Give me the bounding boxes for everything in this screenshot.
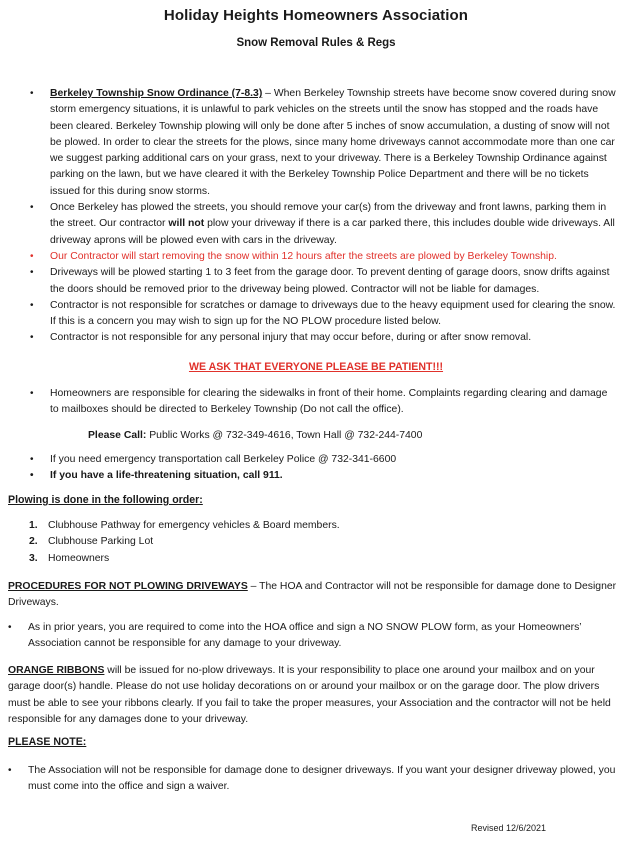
plow-order-number: 2. (29, 536, 38, 548)
please-note-section (28, 763, 616, 796)
please-call-label: Please Call: (88, 430, 147, 441)
revised-date: Revised 12/6/2021 (471, 823, 547, 833)
plow-order-item (29, 518, 608, 534)
rules-section (50, 86, 618, 347)
ordinance-label: Berkeley Township Snow Ordinance (7-8.3) (50, 88, 263, 99)
plow-order-number: 3. (29, 552, 38, 564)
bullet-life-threatening: • If you have a life-threatening situation, call 911. (50, 468, 612, 484)
procedures-bullet-section (28, 620, 616, 653)
bullet-sidewalks: • Homeowners are responsible for clearing the sidewalks in front of their home. Complaints regarding clearing and damage to mailboxes should be directed to Berkeley Township (Do not call the office). (50, 386, 612, 419)
procedures-text: – The HOA and Contractor will not be responsible for damage done to Designer Driveways. (8, 581, 617, 609)
bullet-emergency: • If you need emergency transportation call Berkeley Police @ 732-341-6600 (50, 452, 612, 468)
plowed-text-bold: will not (168, 218, 205, 230)
bullet-contractor-timing: • Our Contractor will start removing the snow within 12 hours after the streets are plowed by Berkeley Township. (50, 249, 618, 265)
plow-order-item (29, 551, 608, 567)
bullet-scratches: • Contractor is not responsible for scratches or damage to driveways due to the heavy equipment used for clearing the snow. If this is a concern you may wish to sign up for the NO PLOW procedure listed below. (50, 298, 618, 331)
bullet-ordinance (50, 86, 618, 200)
document-title: Holiday Heights Homeowners Association (163, 7, 469, 24)
ribbons-paragraph (8, 663, 620, 728)
plowed-text-b: plow your driveway if there is a car parked there, this includes double wide driveways. All driveway aprons will be plowed even with cars in the driveway. (50, 218, 615, 246)
bullet-designer-driveways: • The Association will not be responsible for damage done to designer driveways. If you want your designer driveway plowed, you must come into the office and sign a waiver. (28, 763, 616, 796)
bullet-no-snow-plow-form: • As in prior years, you are required to come into the HOA office and sign a NO SNOW PLOW form, as your Homeowners’ Association cannot be responsible for any damage to your driveway. (28, 620, 616, 653)
please-note-heading: PLEASE NOTE: (8, 736, 87, 748)
procedures-heading: PROCEDURES FOR NOT PLOWING DRIVEWAYS (8, 581, 248, 592)
please-call-numbers: Public Works @ 732-349-4616, Town Hall @ 732-244-7400 (146, 430, 423, 441)
emergency-section (50, 452, 612, 485)
plow-order-text: Homeowners (48, 552, 110, 564)
plow-order-text: Clubhouse Parking Lot (48, 536, 154, 548)
patient-banner: WE ASK THAT EVERYONE PLEASE BE PATIENT!!! (188, 361, 444, 373)
ribbons-text: will be issued for no-plow driveways. It is your responsibility to place one around your mailbox and on your garage door(s) handle. Please do not use holiday decorations on or around your mailbox or on the garage door. The plow drivers must be able to see your ribbons clearly. If you fail to take the proper measures, your Association and the contractor will not be held responsible for any damages done to your driveway. (8, 665, 611, 725)
plow-order-text: Clubhouse Pathway for emergency vehicles & Board members. (48, 520, 340, 531)
ribbons-label: ORANGE RIBBONS (8, 665, 105, 676)
plow-order-heading: Plowing is done in the following order: (8, 494, 203, 506)
procedures-paragraph (8, 579, 620, 612)
bullet-garage: • Driveways will be plowed starting 1 to 3 feet from the garage door. To prevent denting of garage doors, snow drifts against the doors should be removed prior to the driveway being plowed. Contractor will not be liable for damages. (50, 265, 618, 298)
plowed-text-a: Once Berkeley has plowed the streets, you should remove your car(s) from the driveway and front lawns, parking them in the street. Our contractor (50, 202, 607, 230)
bullet-plowed-streets (50, 200, 618, 249)
plow-order-number: 1. (29, 520, 38, 531)
please-call-line (88, 428, 608, 444)
plow-order-item (29, 534, 608, 550)
plow-order-list (29, 518, 608, 567)
bullet-injury: • Contractor is not responsible for any personal injury that may occur before, during or after snow removal. (50, 330, 618, 346)
sidewalks-section (50, 386, 612, 419)
document-subtitle: Snow Removal Rules & Regs (236, 37, 396, 49)
ordinance-text: – When Berkeley Township streets have become snow covered during snow storm emergency situations, it is unlawful to park vehicles on the streets until the snow has stopped and the roads have been cleared. Berkeley Township plowing will only be done after 5 inches of snow accumulation, a dusting of snow will not be plowed. In order to clear the streets for the plows, since many home driveways cannot accommodate more than one car we suggest parking additional cars on your grass, next to your driveway. There is a Berkeley Township Ordinance against parking on the lawn, but we have cleared it with the Berkeley Township Police Department and there will be no tickets issued for this during snow storms. (50, 88, 616, 197)
